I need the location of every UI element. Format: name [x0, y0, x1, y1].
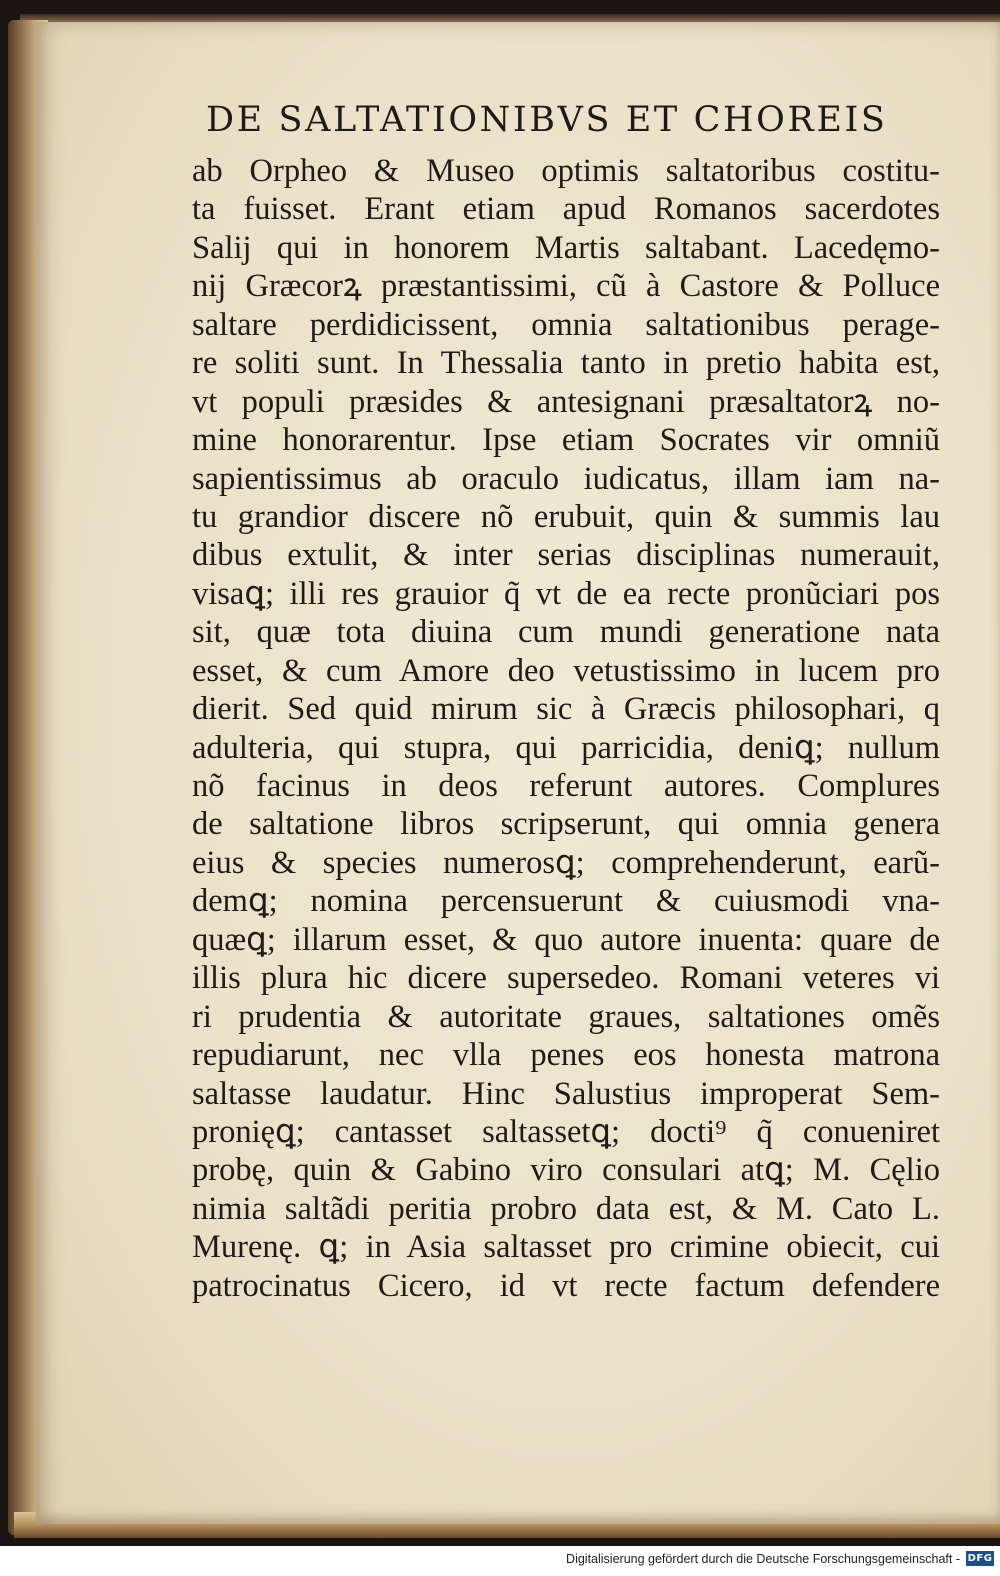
dfg-logo: DFG	[967, 1553, 993, 1564]
digitization-footer	[0, 1546, 1000, 1576]
text-line: ri prudentia & autoritate graues, saltationes omẽs	[192, 998, 940, 1035]
text-line: eius & species numerosꝗ; comprehenderunt, earũ-	[192, 844, 940, 881]
text-line: de saltatione libros scripserunt, qui omnia genera	[192, 806, 940, 843]
text-line: saltare perdidicissent, omnia saltationibus perage-	[192, 306, 940, 343]
text-line: illis plura hic dicere supersedeo. Romani veteres vi	[192, 960, 940, 997]
text-line: vt populi præsides & antesignani præsaltatorꝝ no-	[192, 383, 940, 420]
text-line: dierit. Sed quid mirum sic à Græcis philosophari, q	[192, 691, 940, 728]
text-line: demꝗ; nomina percensuerunt & cuiusmodi vna-	[192, 883, 940, 920]
text-line: tu grandior discere nõ erubuit, quin & summis lau	[192, 498, 940, 535]
text-line: adulteria, qui stupra, qui parricidia, deniꝗ; nullum	[192, 729, 940, 766]
text-line: Salij qui in honorem Martis saltabant. Lacedęmo-	[192, 229, 940, 266]
text-line: sapientissimus ab oraculo iudicatus, illam iam na-	[192, 460, 940, 497]
text-line: nimia saltãdi peritia probro data est, & M. Cato L.	[192, 1190, 940, 1227]
text-line: probę, quin & Gabino viro consulari atꝗ; M. Cęlio	[192, 1152, 940, 1189]
text-line: nõ facinus in deos referunt autores. Complures	[192, 768, 940, 804]
text-line: quæꝗ; illarum esset, & quo autore inuenta: quare de	[192, 921, 940, 958]
text-line: repudiarunt, nec vlla penes eos honesta matrona	[192, 1037, 940, 1074]
text-line: ta fuisset. Erant etiam apud Romanos sacerdotes	[192, 191, 940, 228]
text-line: nij Græcorꝝ præstantissimi, cũ à Castore & Polluce	[192, 268, 940, 305]
text-line: ab Orpheo & Museo optimis saltatoribus costitu-	[192, 153, 940, 189]
text-line: dibus extulit, & inter serias disciplinas numerauit,	[192, 537, 940, 574]
body-text	[192, 152, 940, 1305]
text-line: visaꝗ; illi res grauior q̃ vt de ea recte pronũciari pos	[192, 575, 940, 612]
text-line: saltasse laudatur. Hinc Salustius improperat Sem-	[192, 1075, 940, 1112]
text-line: Murenę. ꝗ; in Asia saltasset pro crimine obiecit, cui	[192, 1229, 940, 1266]
text-line: patrocinatus Cicero, id vt recte factum defendere	[192, 1267, 940, 1304]
text-line: esset, & cum Amore deo vetustissimo in lucem pro	[192, 652, 940, 689]
text-line: pronięꝗ; cantasset saltassetꝗ; docti⁹ q̃ conueniret	[192, 1113, 940, 1150]
text-line: sit, quæ tota diuina cum mundi generatione nata	[192, 614, 940, 651]
running-head: DE SALTATIONIBVS ET CHOREIS	[206, 100, 888, 140]
text-line: mine honorarentur. Ipse etiam Socrates vir omniũ	[192, 422, 940, 459]
funding-credit: Digitalisierung gefördert durch die Deutsche Forschungsgemeinschaft -	[566, 1552, 960, 1566]
text-line: re soliti sunt. In Thessalia tanto in pretio habita est,	[192, 345, 940, 382]
